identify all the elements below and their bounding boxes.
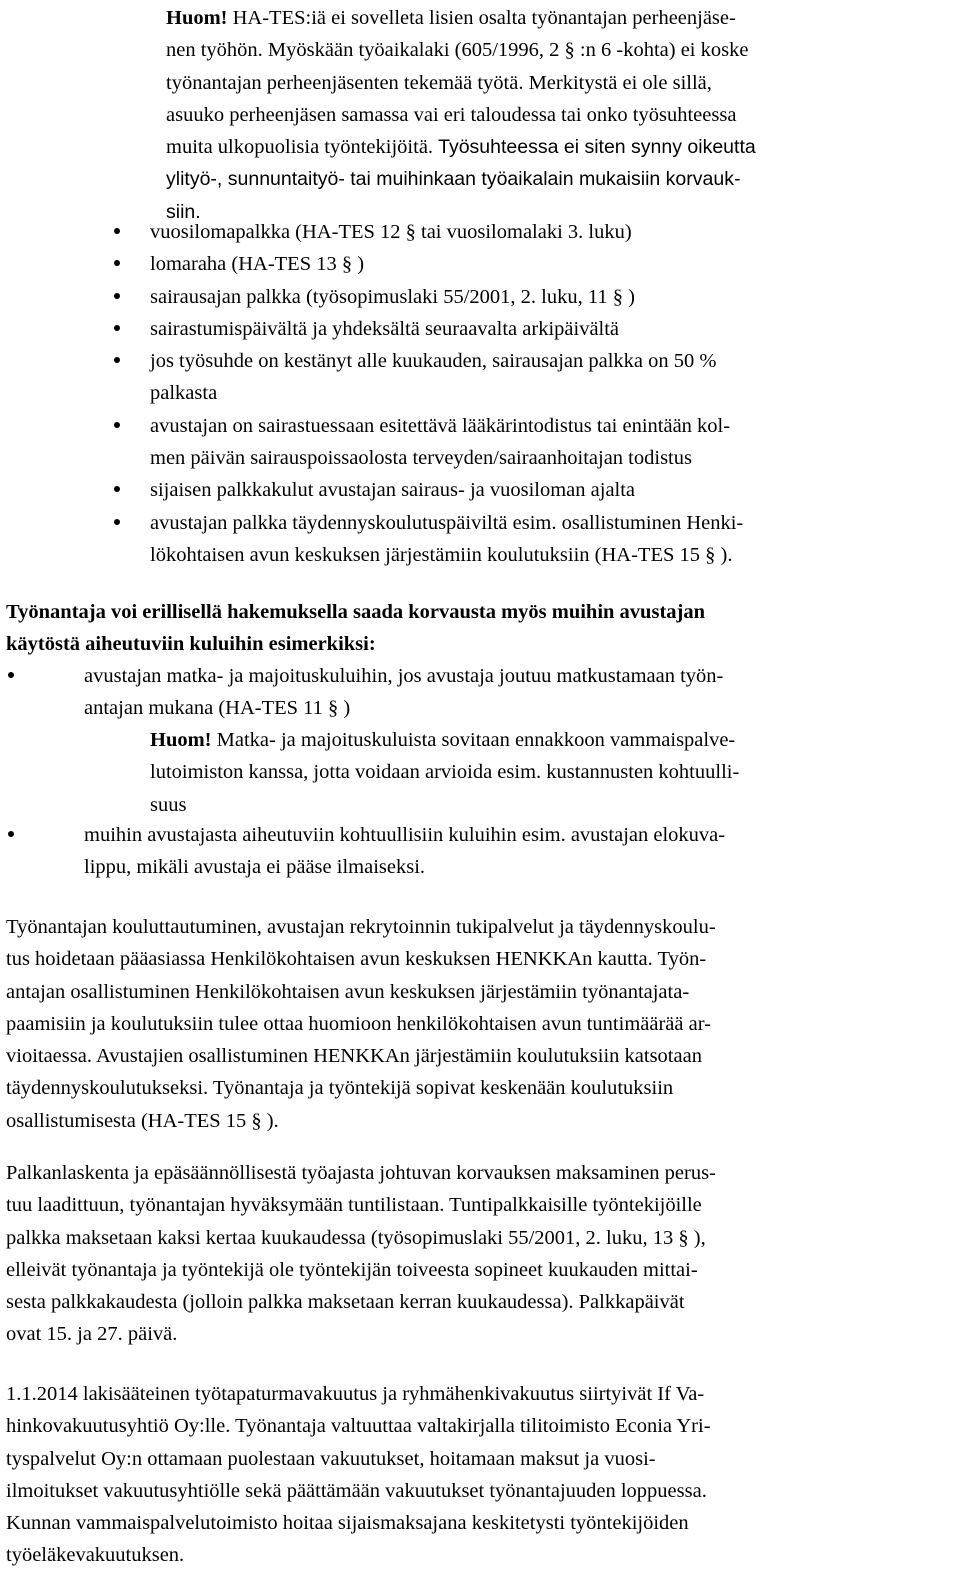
huom-note [166,2,956,228]
list-item: sairastumispäivältä ja yhdeksältä seuraavalta arkipäivältä [114,313,954,345]
list-item: muihin avustajasta aiheutuviin kohtuullisiin kuluihin esim. avustajan elokuva- lippu, mikäli avustaja ei pääse ilmaiseksi. [8,819,956,884]
insurance-paragraph: 1.1.2014 lakisääteinen työtapaturmavakuutus ja ryhmähenkivakuutus siirtyivät If Va- hinkovakuutusyhtiö Oy:lle. Työnantaja valtuuttaa valtakirjalla tilitoimisto Econia Yri- tyspalvelut Oy:n ottamaan puolestaan vakuutukset, hoitamaan maksut ja vuosi- ilmoitukset vakuutusyhtiölle sekä päättämään vakuutukset työnantajuuden loppuessa. Kunnan vammaispalvelutoimisto hoitaa sijaismaksajana keskitetysti työntekijöiden työeläkevakuutuksen. [6,1383,711,1567]
travel-note: Huom! Matka- ja majoituskuluista sovitaan ennakkoon vammaispalve- lutoimiston kanssa, jotta voidaan arvioida esim. kustannusten kohtuulli- suus [150,729,740,816]
bullet-icon [8,831,14,837]
bullet-icon [114,228,120,234]
training-paragraph: Työnantajan kouluttautuminen, avustajan rekrytoinnin tukipalvelut ja täydennyskoulu- tus hoidetaan pääasiassa Henkilökohtaisen avun keskuksen HENKKAn kautta. Työn- antajan osallistuminen Henkilökohtaisen avun keskuksen järjestämiin työnantajata- paamisiin ja koulutuksiin tulee ottaa huomioon henkilökohtaisen avun tuntimäärää ar- vioitaessa. Avustajien osallistuminen HENKKAn järjestämiin koulutuksiin katsotaan täydennyskoulutukseksi. Työnantaja ja työntekijä sopivat keskenään koulutuksiin osallistumisesta (HA-TES 15 § ). [6,916,716,1132]
bullet-icon [114,422,120,428]
employer-costs-list [114,216,954,571]
huom-text-sans: Työsuhteessa ei siten synny oikeutta ylityö-, sunnuntaityö- tai muihinkaan työaikalain mukaisiin korvauk- siin. [166,136,756,223]
bullet-icon [114,519,120,525]
bullet-icon [114,486,120,492]
bullet-icon [114,293,120,299]
list-item: avustajan on sairastuessaan esitettävä lääkärintodistus tai enintään kol- men päivän sairauspoissaolosta terveyden/sairaanhoitajan todistus [114,410,954,475]
list-item: vuosilomapalkka (HA-TES 12 § tai vuosilomalaki 3. luku) [114,216,954,248]
bullet-icon [8,672,14,678]
list-item: jos työsuhde on kestänyt alle kuukauden, sairausajan palkka on 50 % palkasta [114,345,954,410]
huom-text-serif: HA-TES:iä ei sovelleta lisien osalta työnantajan perheenjäse- nen työhön. Myöskään työaikalaki (605/1996, 2 § :n 6 -kohta) ei koske työnantajan perheenjäsenten tekemää työtä. Merkitystä ei ole sillä, asuuko perheenjäsen samassa vai eri taloudessa tai onko työsuhteessa muita ulkopuolisia työntekijöitä. [166,7,749,159]
section-heading: Työnantaja voi erillisellä hakemuksella saada korvausta myös muihin avustajan käytöstä aiheutuviin kuluihin esimerkiksi: [6,601,705,656]
huom-label: Huom! [166,7,228,29]
list-item: sairausajan palkka (työsopimuslaki 55/2001, 2. luku, 11 § ) [114,281,954,313]
additional-costs-list [8,660,956,725]
payroll-paragraph: Palkanlaskenta ja epäsäännöllisestä työajasta johtuvan korvauksen maksaminen perus- tuu laadittuun, työnantajan hyväksymään tuntilistaan. Tuntipalkkaisille työntekijöille palkka maksetaan kaksi kertaa kuukaudessa (työsopimuslaki 55/2001, 2. luku, 13 § ), elleivät työnantaja ja työntekijä ole työntekijän toiveesta sopineet kuukauden mittai- sesta palkkakaudesta (jolloin palkka maksetaan kerran kuukaudessa). Palkkapäivät ovat 15. ja 27. päivä. [6,1162,716,1346]
list-item: avustajan matka- ja majoituskuluihin, jos avustaja joutuu matkustamaan työn- antajan mukana (HA-TES 11 § ) [8,660,956,725]
bullet-icon [114,325,120,331]
additional-costs-list-2 [8,819,956,884]
bullet-icon [114,357,120,363]
huom-label: Huom! [150,729,212,751]
list-item: lomaraha (HA-TES 13 § ) [114,248,954,280]
list-item: sijaisen palkkakulut avustajan sairaus- ja vuosiloman ajalta [114,474,954,506]
bullet-icon [114,260,120,266]
list-item: avustajan palkka täydennyskoulutuspäiviltä esim. osallistuminen Henki- lökohtaisen avun keskuksen järjestämiin koulutuksiin (HA-TES 15 § ). [114,507,954,572]
